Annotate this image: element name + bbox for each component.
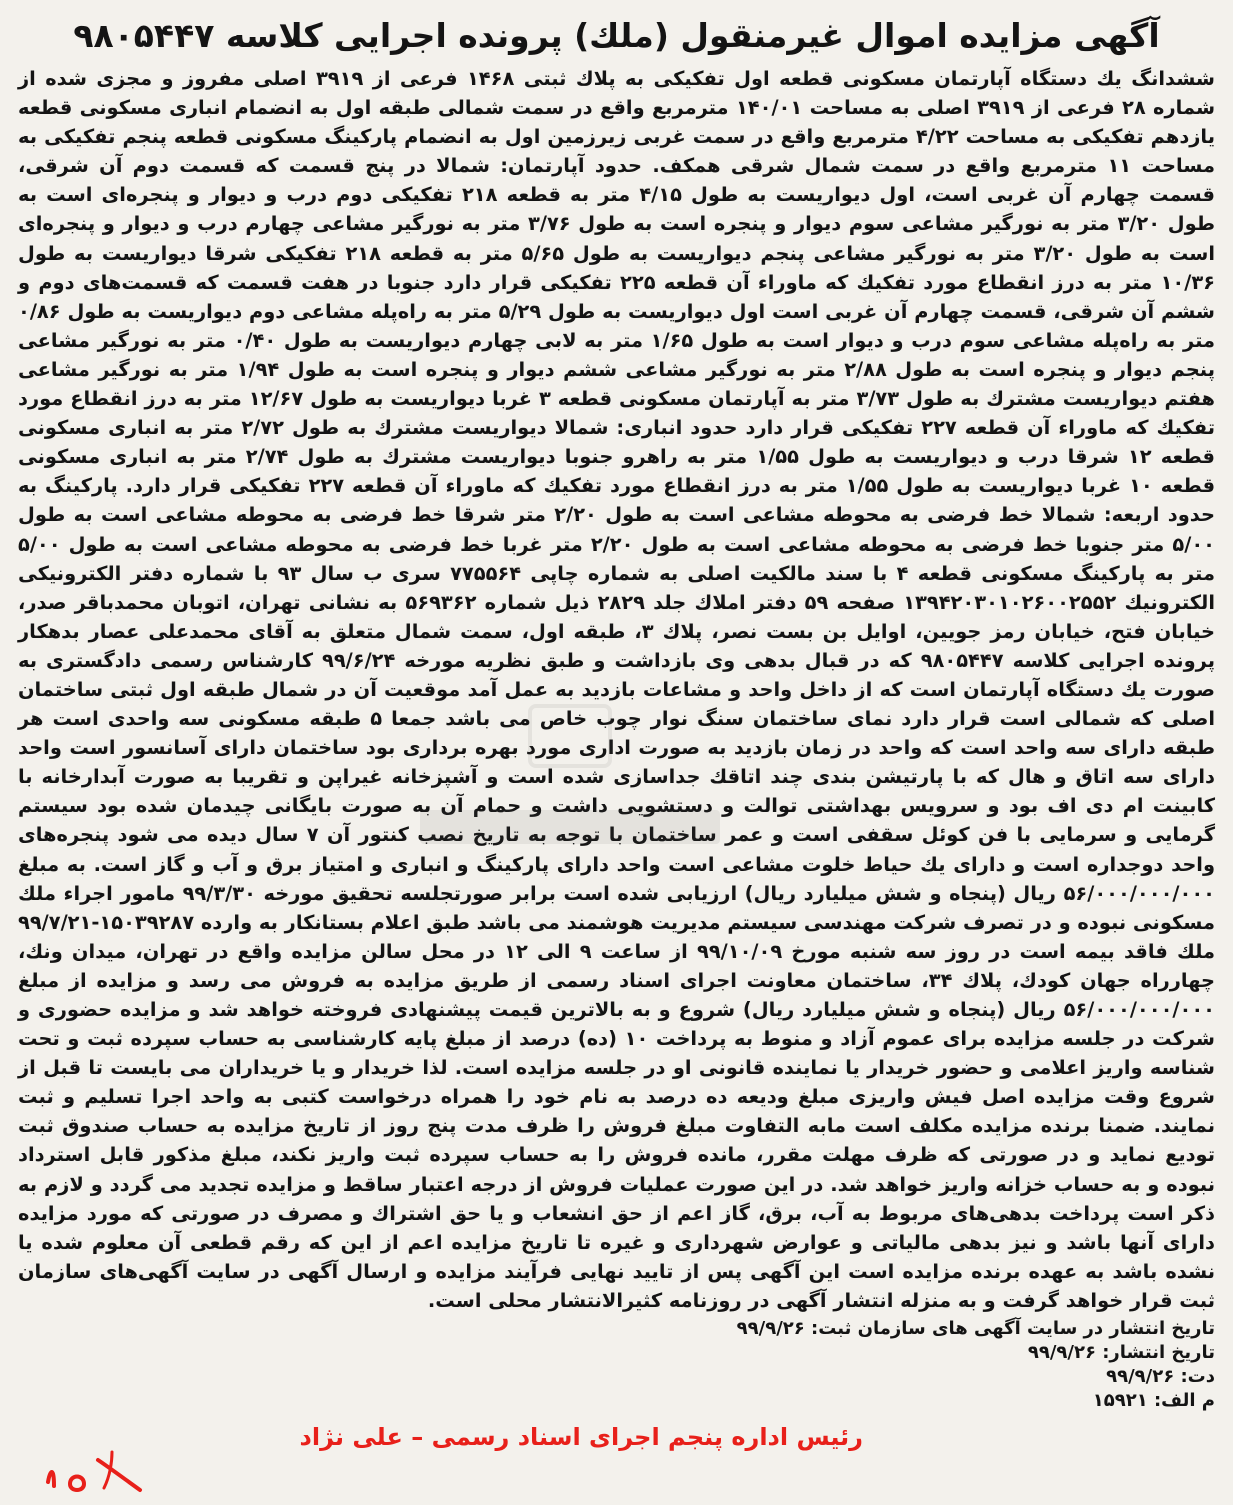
publish-date: تاريخ انتشار: ۹۹/۹/۲۶: [1027, 1342, 1215, 1364]
signature-line: رئیس اداره پنجم اجرای اسناد رسمی – علی نژاد: [299, 1423, 863, 1451]
notice-dates: [18, 1317, 1215, 1413]
handwritten-mark: [40, 1440, 150, 1500]
notice-title: آگهی مزایده اموال غیرمنقول (ملك) پرونده اجرایی كلاسه ۹۸۰۵۴۴۷: [73, 16, 1160, 55]
site-publish-date: تاريخ انتشار در سايت آگهی های سازمان ثبت: ۹۹/۹/۲۶: [736, 1318, 1215, 1340]
dt-date: دت: ۹۹/۹/۲۶: [1106, 1366, 1215, 1388]
notice-body: ششدانگ يك دستگاه آپارتمان مسكونی قطعه اول تفكيكی به پلاك ثبتی ۱۴۶۸ فرعی از ۳۹۱۹ اصلی مفروز و مجزی شده از شماره ۲۸ فرعی از ۳۹۱۹ اصلی به مساحت ۱۴۰/۰۱ مترمربع واقع در سمت شمالی طبقه اول به انضمام انباری مسكونی قطعه يازدهم تفكيكی به مساحت ۴/۲۲ مترمربع واقع در سمت غربی زيرزمين اول به انضمام پاركينگ مسكونی قطعه پنجم تفكيكی به مساحت ۱۱ مترمربع واقع در سمت شمال شرقی همكف. حدود آپارتمان: شمالا در پنج قسمت كه قسمت دوم آن شرقی، قسمت چهارم آن غربی است، اول ديواريست به طول ۴/۱۵ متر به قطعه ۲۱۸ تفكيكی دوم درب و ديوار و پنجره‌ای است به طول ۳/۲۰ متر به نورگير مشاعی سوم ديوار و پنجره است به طول ۳/۷۶ متر به نورگير مشاعی چهارم درب و ديوار و پنجره‌ای است به طول ۳/۲۰ متر به نورگير مشاعی پنجم ديواريست به طول ۵/۶۵ متر به قطعه ۲۱۸ تفكيكی شرقا ديواريست به طول ۱۰/۳۶ متر به درز انقطاع مورد تفكيك كه ماوراء آن قطعه ۲۲۵ تفكيكی قرار دارد جنوبا در هفت قسمت كه قسمت‌های دوم و ششم آن شرقی، قسمت چهارم آن غربی است اول ديواريست به طول ۵/۲۹ متر به راه‌پله مشاعی دوم ديواريست به طول ۰/۸۶ متر به راه‌پله مشاعی سوم درب و ديوار است به طول ۱/۶۵ متر به لابی چهارم ديواريست به طول ۰/۴۰ متر به نورگير مشاعی پنجم ديوار و پنجره است به طول ۲/۸۸ متر به نورگير مشاعی ششم ديوار و پنجره است به طول ۱/۹۴ متر به نورگير مشاعی هفتم ديواريست مشترك به طول ۳/۷۳ متر به آپارتمان مسكونی قطعه ۳ غربا ديواريست به طول ۱۲/۶۷ متر به درز انقطاع مورد تفكيك كه ماوراء آن قطعه ۲۲۷ تفكيكی قرار دارد حدود انباری: شمالا ديواريست مشترك به طول ۲/۷۲ متر به انباری مسكونی قطعه ۱۲ شرقا درب و ديواريست به طول ۱/۵۵ متر به راهرو جنوبا ديواريست مشترك به طول ۲/۷۴ متر به انباری مسكونی قطعه ۱۰ غربا ديواريست به طول ۱/۵۵ متر به درز انقطاع مورد تفكيك كه ماوراء آن قطعه ۲۲۷ تفكيكی قرار دارد. پاركينگ به حدود اربعه: شمالا خط فرضی به محوطه مشاعی است به طول ۲/۲۰ متر شرقا خط فرضی به محوطه مشاعی است به طول ۵/۰۰ متر جنوبا خط فرضی به محوطه مشاعی است به طول ۲/۲۰ متر غربا خط فرضی به محوطه مشاعی است به طول ۵/۰۰ متر به پاركينگ مسكونی قطعه ۴ با سند مالكيت اصلی به شماره چاپی ۷۷۵۵۶۴ سری ب سال ۹۳ با شماره دفتر الكترونيكی الكترونيك ۱۳۹۴۲۰۳۰۱۰۲۶۰۰۲۵۵۲ صفحه ۵۹ دفتر املاك جلد ۲۸۲۹ ذيل شماره ۵۶۹۳۶۲ به نشانی تهران، اتوبان محمدباقر صدر، خيابان فتح، خيابان رمز جويين، اوايل بن بست نصر، پلاك ۳، طبقه اول، سمت شمال متعلق به آقای محمدعلی عصار بدهكار پرونده اجرايی كلاسه ۹۸۰۵۴۴۷ كه در قبال بدهی وی بازداشت و طبق نظريه مورخه ۹۹/۶/۲۴ كارشناس رسمی دادگستری به صورت يك دستگاه آپارتمان است كه از داخل واحد و مشاعات بازديد به عمل آمد موقعيت آن در شمال طبقه اول ثبتی ساختمان اصلی كه شمالی است قرار دارد نمای ساختمان سنگ نوار چوب خاص می باشد جمعا ۵ طبقه مسكونی سه واحدی است هر طبقه دارای سه واحد است كه واحد در زمان بازديد به صورت اداری مورد بهره برداری بود ساختمان دارای آسانسور است واحد دارای سه اتاق و هال كه با پارتيشن بندی چند اتاقك جداسازی شده است و آشپزخانه غيراپن و تقريبا به صورت آبدارخانه با كابينت ام دی اف بود و سرويس بهداشتی توالت و دستشويی داشت و حمام آن به صورت بايگانی چيدمان شده بود سيستم گرمايی و سرمايی با فن كوئل سقفی است و عمر ساختمان با توجه به تاريخ نصب كنتور آن ۷ سال ديده می شود پنجره‌های واحد دوجداره است و دارای يك حياط خلوت مشاعی است واحد دارای پاركينگ و انباری و امتياز برق و آب و گاز است. به مبلغ ۵۶/۰۰۰/۰۰۰/۰۰۰ ريال (پنجاه و شش ميليارد ريال) ارزيابی شده است برابر صورتجلسه تحقيق مورخه ۹۹/۳/۳۰ مامور اجراء ملك مسكونی نبوده و در تصرف شركت مهندسی سيستم مديريت هوشمند می باشد طبق اعلام بستانكار به وارده ۱۵۰۳۹۲۸۷-۹۹/۷/۲۱ ملك فاقد بيمه است در روز سه شنبه مورخ ۹۹/۱۰/۰۹ از ساعت ۹ الی ۱۲ در محل سالن مزايده واقع در تهران، ميدان ونك، چهارراه جهان كودك، پلاك ۳۴، ساختمان معاونت اجرای اسناد رسمی از طريق مزايده به فروش می رسد و مزايده از مبلغ ۵۶/۰۰۰/۰۰۰/۰۰۰ ريال (پنجاه و شش ميليارد ريال) شروع و به بالاترين قيمت پيشنهادی فروخته خواهد شد و مزايده حضوری و شركت در جلسه مزايده برای عموم آزاد و منوط به پرداخت ۱۰ (ده) درصد از مبلغ پايه كارشناسی به حساب سپرده ثبت و تحت شناسه واريز اعلامی و حضور خريدار يا نماينده قانونی او در جلسه مزايده است. لذا خريدار و يا خريداران می بايست تا قبل از شروع وقت مزايده اصل فيش واريزی مبلغ وديعه ده درصد به نام خود را همراه درخواست كتبی به واحد اجرا تسليم و ثبت نمايند. ضمنا برنده مزايده مكلف است مابه التفاوت مبلغ فروش را ظرف مدت پنج روز از تاريخ مزايده به حساب صندوق ثبت توديع نمايد و در صورتی كه ظرف مهلت مقرر، مانده فروش را به حساب سپرده ثبت واريز نكند، مبلغ مذكور قابل استرداد نبوده و به حساب خزانه واريز خواهد شد. در اين صورت عمليات فروش از درجه اعتبار ساقط و مزايده تجديد می گردد و لازم به ذكر است پرداخت بدهی‌های مربوط به آب، برق، گاز اعم از حق انشعاب و يا حق اشتراك و مصرف در صورتی كه مورد مزايده دارای آنها باشد و نيز بدهی مالياتی و عوارض شهرداری و غيره تا تاريخ مزايده اعم از اين كه رقم قطعی آن معلوم شده يا نشده باشد به عهده برنده مزايده است اين آگهی پس از تاييد نهايی فرآيند مزايده و ارسال آگهی در سايت آگهی‌های سازمان ثبت قرار خواهد گرفت و به منزله انتشار آگهی در روزنامه كثيرالانتشار محلی است.: [18, 67, 1216, 1312]
ad-code: م الف: ۱۵۹۲۱: [1092, 1390, 1215, 1412]
